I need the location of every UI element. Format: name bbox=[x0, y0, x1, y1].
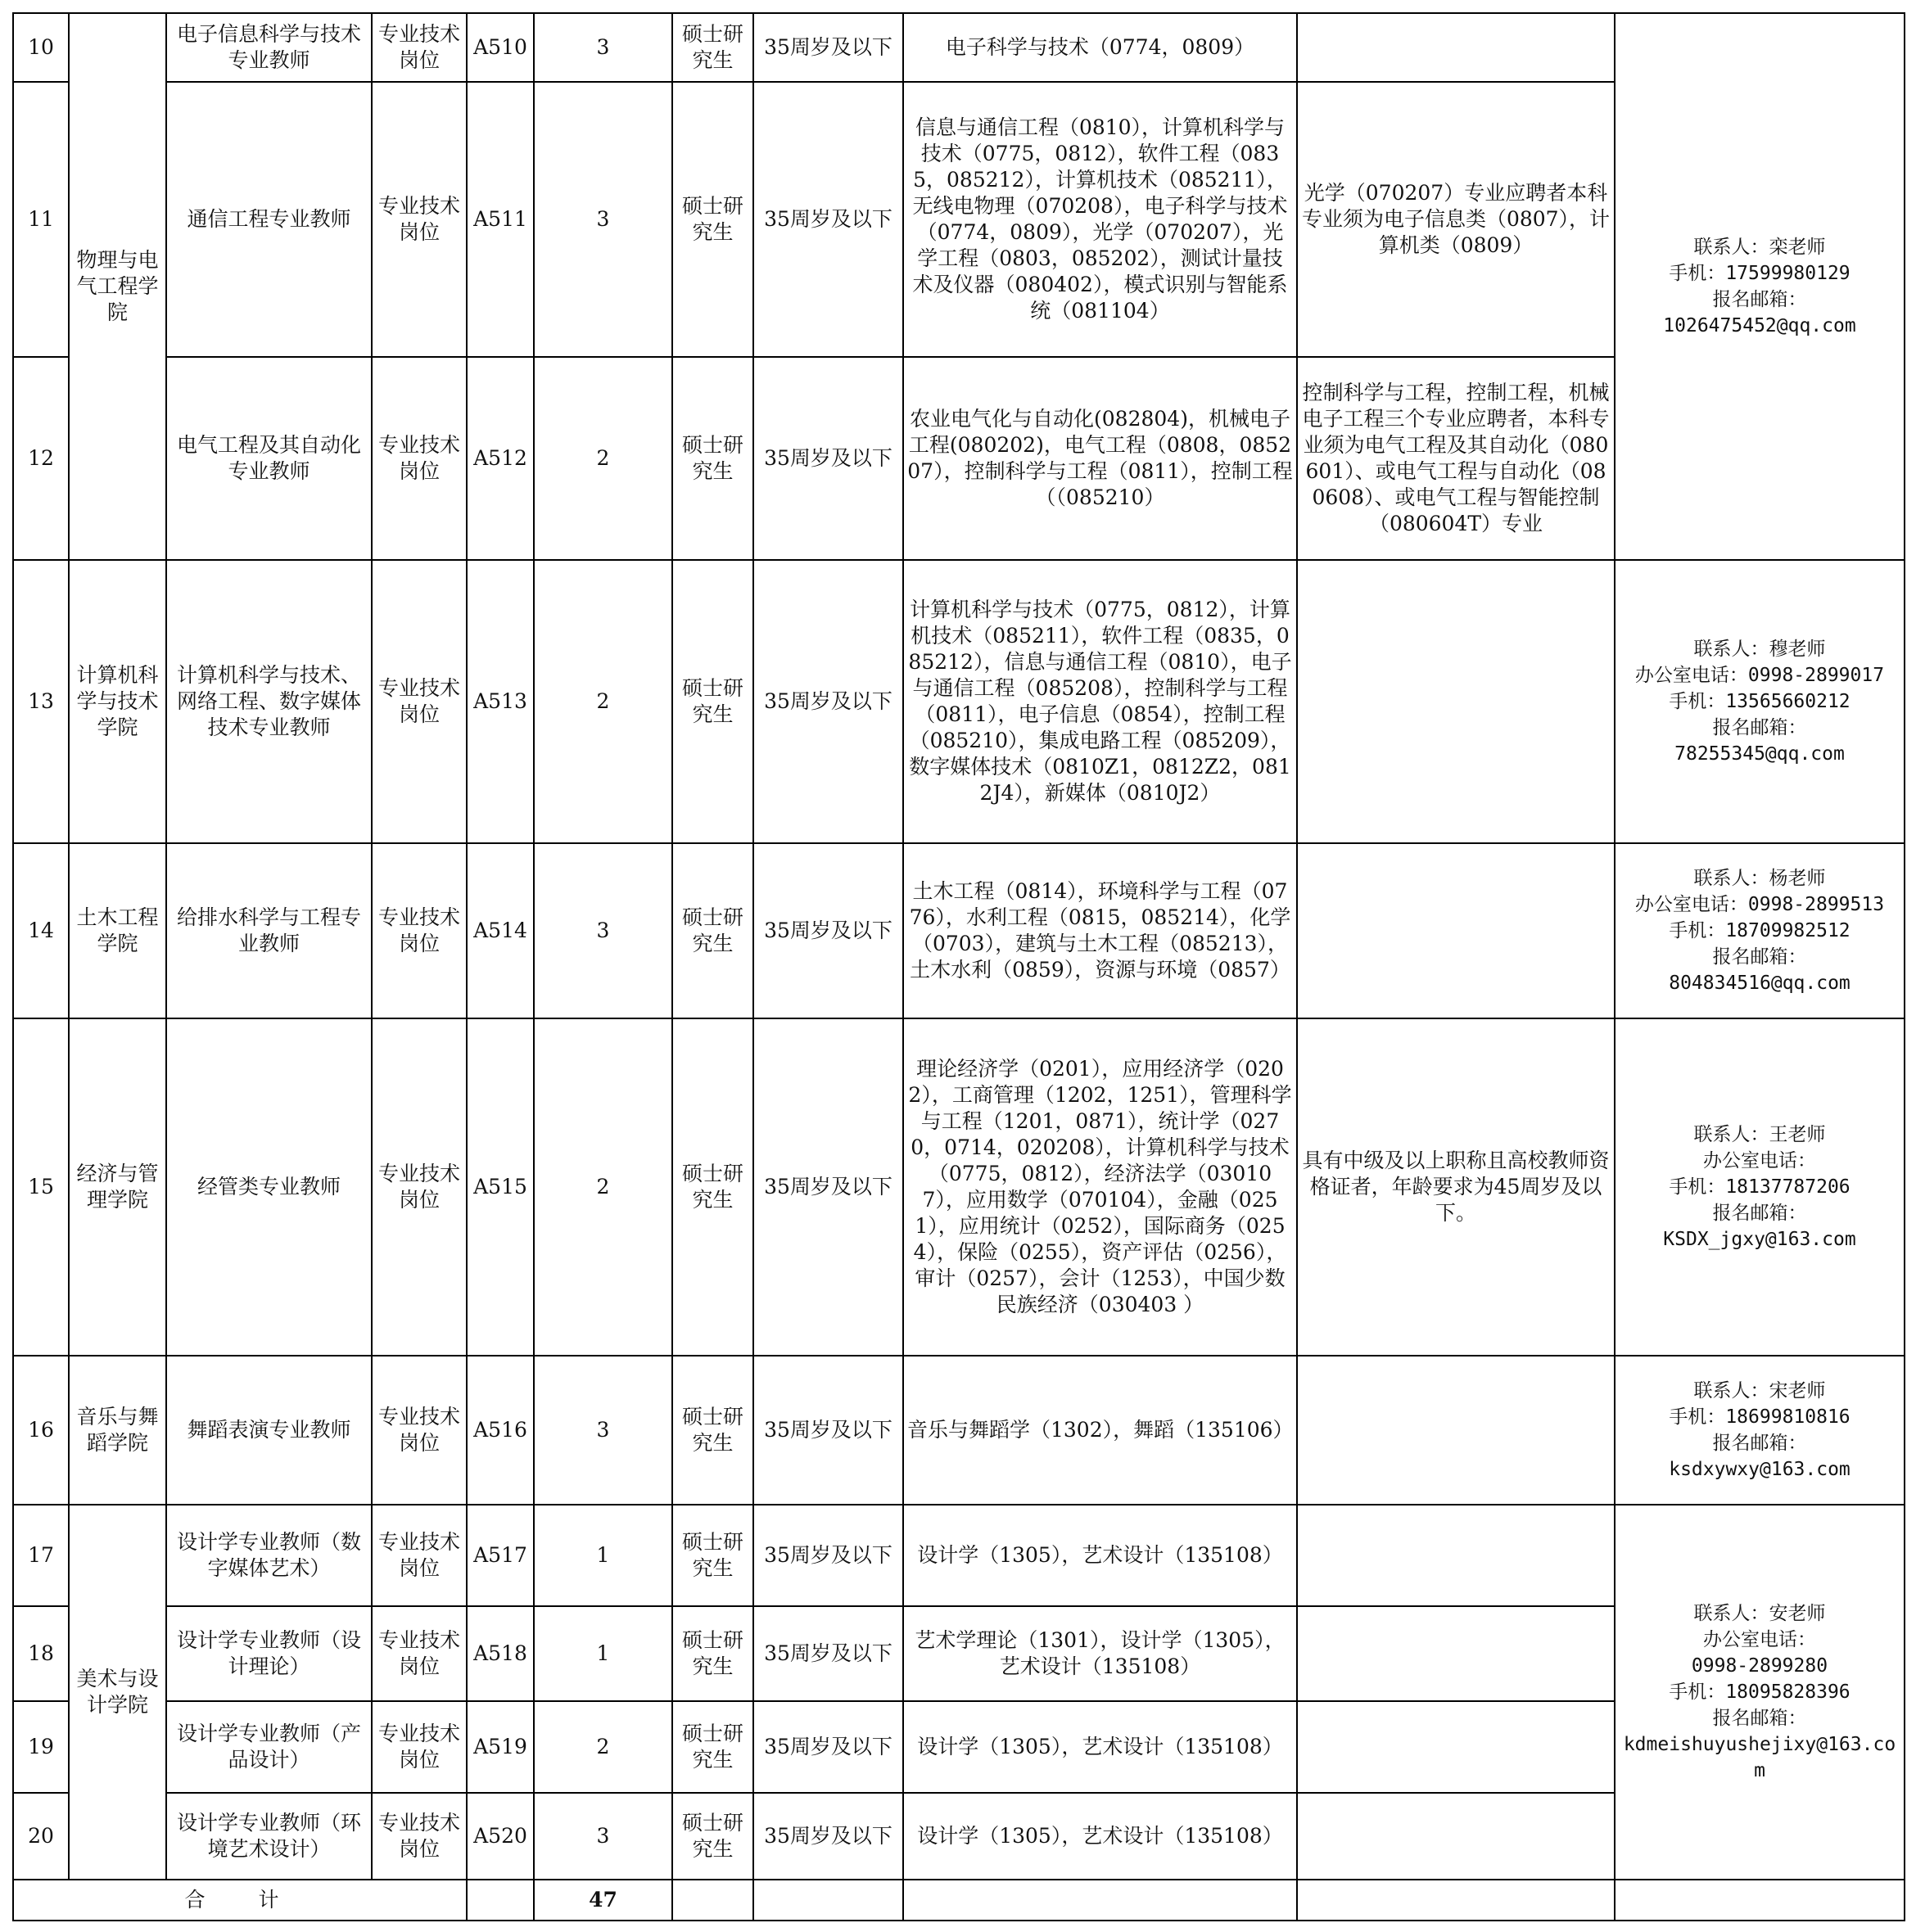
major-requirement: 计算机科学与技术（0775，0812），计算机技术（085211），软件工程（0835，085212），信息与通信工程（0810），电子与通信工程（085208），控制科学与工程（0811），电子信息（0854），控制工程（085210），集成电路工程（085209），数字媒体技术（0810Z1，0812Z2，0812J4），新媒体（0810J2） bbox=[903, 560, 1297, 843]
education-requirement: 硕士研究生 bbox=[672, 82, 753, 357]
education-requirement: 硕士研究生 bbox=[672, 357, 753, 560]
other-requirement bbox=[1297, 1356, 1615, 1505]
post-name: 电气工程及其自动化专业教师 bbox=[166, 357, 372, 560]
post-count: 1 bbox=[534, 1505, 672, 1606]
table-row bbox=[13, 1018, 1905, 1356]
post-code: A520 bbox=[467, 1793, 534, 1880]
post-type: 专业技术岗位 bbox=[372, 357, 467, 560]
row-number: 16 bbox=[13, 1356, 69, 1505]
education-requirement: 硕士研究生 bbox=[672, 1793, 753, 1880]
post-type: 专业技术岗位 bbox=[372, 560, 467, 843]
contact-info: 联系人：栾老师 手机：17599980129 报名邮箱： 1026475452@qq.com bbox=[1615, 13, 1905, 560]
education-requirement: 硕士研究生 bbox=[672, 1505, 753, 1606]
post-code: A518 bbox=[467, 1606, 534, 1701]
other-requirement bbox=[1297, 560, 1615, 843]
post-type: 专业技术岗位 bbox=[372, 843, 467, 1018]
table-row bbox=[13, 13, 1905, 82]
age-requirement: 35周岁及以下 bbox=[753, 1606, 903, 1701]
other-requirement: 具有中级及以上职称且高校教师资格证者，年龄要求为45周岁及以下。 bbox=[1297, 1018, 1615, 1356]
college-name: 计算机科学与技术学院 bbox=[69, 560, 166, 843]
major-requirement: 农业电气化与自动化(082804)，机械电子工程(080202)，电气工程（0808，085207），控制科学与工程（0811），控制工程（（085210） bbox=[903, 357, 1297, 560]
post-count: 3 bbox=[534, 1793, 672, 1880]
post-type: 专业技术岗位 bbox=[372, 82, 467, 357]
other-requirement: 控制科学与工程，控制工程，机械电子工程三个专业应聘者，本科专业须为电气工程及其自动化（080601）、或电气工程与自动化（080608）、或电气工程与智能控制（080604T）专业 bbox=[1297, 357, 1615, 560]
post-code: A519 bbox=[467, 1701, 534, 1793]
age-requirement: 35周岁及以下 bbox=[753, 560, 903, 843]
post-code: A515 bbox=[467, 1018, 534, 1356]
total-count: 47 bbox=[534, 1880, 672, 1921]
college-name: 物理与电气工程学院 bbox=[69, 13, 166, 560]
table-row bbox=[13, 1505, 1905, 1606]
row-number: 17 bbox=[13, 1505, 69, 1606]
other-requirement: 光学（070207）专业应聘者本科专业须为电子信息类（0807），计算机类（0809） bbox=[1297, 82, 1615, 357]
post-name: 设计学专业教师（数字媒体艺术） bbox=[166, 1505, 372, 1606]
row-number: 18 bbox=[13, 1606, 69, 1701]
row-number: 13 bbox=[13, 560, 69, 843]
post-code: A517 bbox=[467, 1505, 534, 1606]
post-count: 3 bbox=[534, 1356, 672, 1505]
major-requirement: 理论经济学（0201），应用经济学（0202），工商管理（1202，1251），管理科学与工程（1201，0871），统计学（0270，0714，020208），计算机科学与技术（0775，0812），经济法学（030107），应用数学（070104），金融（0251），应用统计（0252），国际商务（0254），保险（0255），资产评估（0256），审计（0257），会计（1253），中国少数民族经济（030403 ） bbox=[903, 1018, 1297, 1356]
major-requirement: 土木工程（0814），环境科学与工程（0776），水利工程（0815，085214），化学（0703），建筑与土木工程（085213），土木水利（0859），资源与环境（0857） bbox=[903, 843, 1297, 1018]
other-requirement bbox=[1297, 1606, 1615, 1701]
row-number: 12 bbox=[13, 357, 69, 560]
education-requirement: 硕士研究生 bbox=[672, 1701, 753, 1793]
row-number: 10 bbox=[13, 13, 69, 82]
post-name: 设计学专业教师（设计理论） bbox=[166, 1606, 372, 1701]
post-count: 3 bbox=[534, 13, 672, 82]
college-name: 音乐与舞蹈学院 bbox=[69, 1356, 166, 1505]
age-requirement: 35周岁及以下 bbox=[753, 1356, 903, 1505]
age-requirement: 35周岁及以下 bbox=[753, 357, 903, 560]
total-label: 合 计 bbox=[13, 1880, 467, 1921]
post-type: 专业技术岗位 bbox=[372, 1793, 467, 1880]
major-requirement: 设计学（1305），艺术设计（135108） bbox=[903, 1505, 1297, 1606]
empty-cell bbox=[1615, 1880, 1905, 1921]
post-name: 设计学专业教师（环境艺术设计） bbox=[166, 1793, 372, 1880]
contact-info: 联系人：穆老师 办公室电话：0998-2899017 手机：13565660212 报名邮箱： 78255345@qq.com bbox=[1615, 560, 1905, 843]
post-type: 专业技术岗位 bbox=[372, 1018, 467, 1356]
age-requirement: 35周岁及以下 bbox=[753, 13, 903, 82]
post-type: 专业技术岗位 bbox=[372, 1505, 467, 1606]
row-number: 20 bbox=[13, 1793, 69, 1880]
post-name: 经管类专业教师 bbox=[166, 1018, 372, 1356]
post-name: 舞蹈表演专业教师 bbox=[166, 1356, 372, 1505]
empty-cell bbox=[672, 1880, 753, 1921]
row-number: 15 bbox=[13, 1018, 69, 1356]
post-count: 3 bbox=[534, 843, 672, 1018]
college-name: 经济与管理学院 bbox=[69, 1018, 166, 1356]
post-name: 电子信息科学与技术专业教师 bbox=[166, 13, 372, 82]
age-requirement: 35周岁及以下 bbox=[753, 843, 903, 1018]
major-requirement: 电子科学与技术（0774，0809） bbox=[903, 13, 1297, 82]
post-type: 专业技术岗位 bbox=[372, 1701, 467, 1793]
education-requirement: 硕士研究生 bbox=[672, 843, 753, 1018]
post-count: 2 bbox=[534, 1701, 672, 1793]
other-requirement bbox=[1297, 843, 1615, 1018]
contact-info: 联系人：安老师 办公室电话： 0998-2899280 手机：18095828396 报名邮箱： kdmeishuyushejixy@163.com bbox=[1615, 1505, 1905, 1880]
other-requirement bbox=[1297, 13, 1615, 82]
college-name: 土木工程学院 bbox=[69, 843, 166, 1018]
post-name: 给排水科学与工程专业教师 bbox=[166, 843, 372, 1018]
post-code: A513 bbox=[467, 560, 534, 843]
post-type: 专业技术岗位 bbox=[372, 1606, 467, 1701]
education-requirement: 硕士研究生 bbox=[672, 13, 753, 82]
education-requirement: 硕士研究生 bbox=[672, 1018, 753, 1356]
major-requirement: 设计学（1305），艺术设计（135108） bbox=[903, 1793, 1297, 1880]
contact-info: 联系人：杨老师 办公室电话：0998-2899513 手机：18709982512 报名邮箱： 804834516@qq.com bbox=[1615, 843, 1905, 1018]
table-row bbox=[13, 560, 1905, 843]
post-count: 2 bbox=[534, 357, 672, 560]
age-requirement: 35周岁及以下 bbox=[753, 1701, 903, 1793]
post-type: 专业技术岗位 bbox=[372, 1356, 467, 1505]
major-requirement: 音乐与舞蹈学（1302），舞蹈（135106） bbox=[903, 1356, 1297, 1505]
empty-cell bbox=[1297, 1880, 1615, 1921]
post-name: 通信工程专业教师 bbox=[166, 82, 372, 357]
row-number: 19 bbox=[13, 1701, 69, 1793]
college-name: 美术与设计学院 bbox=[69, 1505, 166, 1880]
education-requirement: 硕士研究生 bbox=[672, 1606, 753, 1701]
major-requirement: 信息与通信工程（0810），计算机科学与技术（0775，0812），软件工程（0835，085212），计算机技术（085211），无线电物理（070208），电子科学与技术（0774，0809），光学（070207），光学工程（0803，085202），测试计量技术及仪器（080402），模式识别与智能系统（081104） bbox=[903, 82, 1297, 357]
post-code: A516 bbox=[467, 1356, 534, 1505]
post-code: A512 bbox=[467, 357, 534, 560]
contact-info: 联系人：王老师 办公室电话： 手机：18137787206 报名邮箱： KSDX_jgxy@163.com bbox=[1615, 1018, 1905, 1356]
post-count: 2 bbox=[534, 1018, 672, 1356]
age-requirement: 35周岁及以下 bbox=[753, 1505, 903, 1606]
row-number: 14 bbox=[13, 843, 69, 1018]
post-count: 3 bbox=[534, 82, 672, 357]
empty-cell bbox=[467, 1880, 534, 1921]
empty-cell bbox=[753, 1880, 903, 1921]
recruitment-table bbox=[12, 12, 1905, 1921]
total-row bbox=[13, 1880, 1905, 1921]
age-requirement: 35周岁及以下 bbox=[753, 1793, 903, 1880]
post-name: 设计学专业教师（产品设计） bbox=[166, 1701, 372, 1793]
empty-cell bbox=[903, 1880, 1297, 1921]
post-name: 计算机科学与技术、网络工程、数字媒体技术专业教师 bbox=[166, 560, 372, 843]
other-requirement bbox=[1297, 1701, 1615, 1793]
post-count: 1 bbox=[534, 1606, 672, 1701]
contact-info: 联系人：宋老师 手机：18699810816 报名邮箱： ksdxywxy@163.com bbox=[1615, 1356, 1905, 1505]
other-requirement bbox=[1297, 1793, 1615, 1880]
major-requirement: 艺术学理论（1301），设计学（1305），艺术设计（135108） bbox=[903, 1606, 1297, 1701]
row-number: 11 bbox=[13, 82, 69, 357]
education-requirement: 硕士研究生 bbox=[672, 1356, 753, 1505]
post-code: A511 bbox=[467, 82, 534, 357]
education-requirement: 硕士研究生 bbox=[672, 560, 753, 843]
major-requirement: 设计学（1305），艺术设计（135108） bbox=[903, 1701, 1297, 1793]
table-row bbox=[13, 1356, 1905, 1505]
post-type: 专业技术岗位 bbox=[372, 13, 467, 82]
post-code: A510 bbox=[467, 13, 534, 82]
table-row bbox=[13, 843, 1905, 1018]
other-requirement bbox=[1297, 1505, 1615, 1606]
age-requirement: 35周岁及以下 bbox=[753, 82, 903, 357]
post-code: A514 bbox=[467, 843, 534, 1018]
age-requirement: 35周岁及以下 bbox=[753, 1018, 903, 1356]
post-count: 2 bbox=[534, 560, 672, 843]
